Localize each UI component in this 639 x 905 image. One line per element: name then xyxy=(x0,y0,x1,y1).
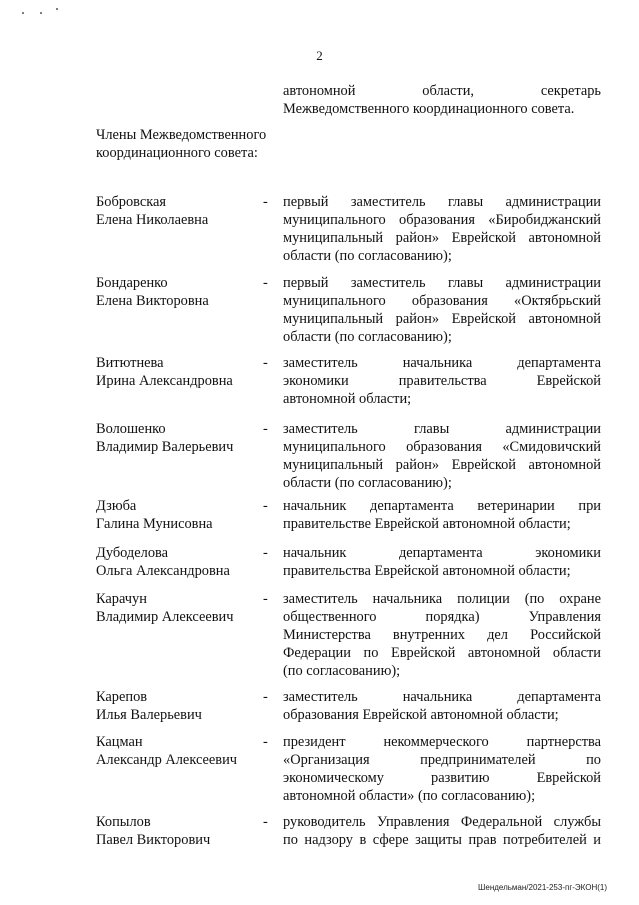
member-role xyxy=(283,733,601,805)
member-dash: - xyxy=(263,545,268,561)
member-surname: Кацман xyxy=(96,734,143,750)
member-role-line: экономическому развитию Еврейской xyxy=(283,770,601,786)
scan-speck xyxy=(56,8,58,10)
member-role-line: правительстве Еврейской автономной области; xyxy=(283,516,571,532)
member-surname: Бондаренко xyxy=(96,275,168,291)
member-given: Владимир Валерьевич xyxy=(96,439,234,455)
member-dash: - xyxy=(263,498,268,514)
intro-line: автономной области, секретарь xyxy=(283,83,601,99)
member-role-line: общественного порядка) Управления xyxy=(283,609,601,625)
member-surname: Бобровская xyxy=(96,194,167,210)
member-role-line: области (по согласованию); xyxy=(283,329,452,345)
member-name xyxy=(96,193,266,229)
member-role-line: образования Еврейской автономной области; xyxy=(283,707,559,723)
member-given: Елена Викторовна xyxy=(96,293,209,309)
member-given: Илья Валерьевич xyxy=(96,707,202,723)
member-role xyxy=(283,193,601,265)
member-dash: - xyxy=(263,355,268,371)
member-role xyxy=(283,590,601,680)
member-name xyxy=(96,497,266,533)
member-name xyxy=(96,354,266,390)
member-dash: - xyxy=(263,734,268,750)
member-role xyxy=(283,420,601,492)
member-role-line: руководитель Управления Федеральной службы xyxy=(283,814,601,830)
member-role xyxy=(283,688,601,724)
member-given: Александр Алексеевич xyxy=(96,752,238,768)
members-heading xyxy=(96,126,296,162)
member-role-line: (по согласованию); xyxy=(283,663,401,679)
member-role xyxy=(283,813,601,849)
member-role-line: «Организация предпринимателей по xyxy=(283,752,601,768)
member-role-line: заместитель начальника департамента xyxy=(283,689,601,705)
member-dash: - xyxy=(263,591,268,607)
member-role-line: муниципального образования «Октябрьский xyxy=(283,293,601,309)
members-heading-line: координационного совета: xyxy=(96,145,258,161)
member-role-line: по надзору в сфере защиты прав потребителей и xyxy=(283,832,601,848)
member-given: Ирина Александровна xyxy=(96,373,233,389)
intro-continuation xyxy=(283,82,601,118)
member-dash: - xyxy=(263,421,268,437)
member-role-line: экономики правительства Еврейской xyxy=(283,373,601,389)
member-role-line: автономной области» (по согласованию); xyxy=(283,788,536,804)
member-role xyxy=(283,274,601,346)
member-role-line: муниципальный район» Еврейской автономной xyxy=(283,230,601,246)
member-role xyxy=(283,354,601,408)
member-given: Павел Викторович xyxy=(96,832,211,848)
member-role-line: муниципального образования «Биробиджанский xyxy=(283,212,601,228)
member-surname: Карепов xyxy=(96,689,148,705)
member-name xyxy=(96,733,266,769)
document-code: Шендельман/2021-253-пг-ЭКОН(1) xyxy=(478,883,607,892)
member-given: Елена Николаевна xyxy=(96,212,209,228)
member-role-line: первый заместитель главы администрации xyxy=(283,194,601,210)
member-name xyxy=(96,590,266,626)
member-surname: Витютнева xyxy=(96,355,164,371)
member-dash: - xyxy=(263,275,268,291)
scan-speck xyxy=(40,12,42,14)
member-given: Галина Мунисовна xyxy=(96,516,213,532)
member-role-line: муниципального образования «Смидовичский xyxy=(283,439,601,455)
intro-line: Межведомственного координационного совета. xyxy=(283,101,575,117)
member-role xyxy=(283,544,601,580)
member-surname: Дубоделова xyxy=(96,545,169,561)
member-name xyxy=(96,420,266,456)
member-dash: - xyxy=(263,194,268,210)
member-role-line: муниципальный район» Еврейской автономной xyxy=(283,311,601,327)
member-role-line: Федерации по Еврейской автономной области xyxy=(283,645,601,661)
member-surname: Волошенко xyxy=(96,421,166,437)
member-role-line: заместитель начальника полиции (по охране xyxy=(283,591,601,607)
page-number: 2 xyxy=(316,48,323,63)
member-given: Владимир Алексеевич xyxy=(96,609,234,625)
scan-speck xyxy=(22,12,24,14)
member-name xyxy=(96,544,266,580)
member-role-line: автономной области; xyxy=(283,391,412,407)
member-role-line: заместитель начальника департамента xyxy=(283,355,601,371)
member-surname: Копылов xyxy=(96,814,151,830)
member-role-line: президент некоммерческого партнерства xyxy=(283,734,601,750)
member-role-line: муниципальный район» Еврейской автономной xyxy=(283,457,601,473)
member-role-line: области (по согласованию); xyxy=(283,248,452,264)
members-heading-line: Члены Межведомственного xyxy=(96,127,267,143)
member-role-line: первый заместитель главы администрации xyxy=(283,275,601,291)
member-surname: Дзюба xyxy=(96,498,137,514)
member-surname: Карачун xyxy=(96,591,147,607)
member-dash: - xyxy=(263,814,268,830)
member-role xyxy=(283,497,601,533)
member-role-line: области (по согласованию); xyxy=(283,475,452,491)
member-name xyxy=(96,688,266,724)
member-role-line: начальник департамента экономики xyxy=(283,545,601,561)
member-name xyxy=(96,274,266,310)
member-role-line: Министерства внутренних дел Российской xyxy=(283,627,601,643)
member-name xyxy=(96,813,266,849)
member-role-line: начальник департамента ветеринарии при xyxy=(283,498,601,514)
member-role-line: заместитель главы администрации xyxy=(283,421,601,437)
member-role-line: правительства Еврейской автономной области; xyxy=(283,563,571,579)
member-dash: - xyxy=(263,689,268,705)
member-given: Ольга Александровна xyxy=(96,563,230,579)
